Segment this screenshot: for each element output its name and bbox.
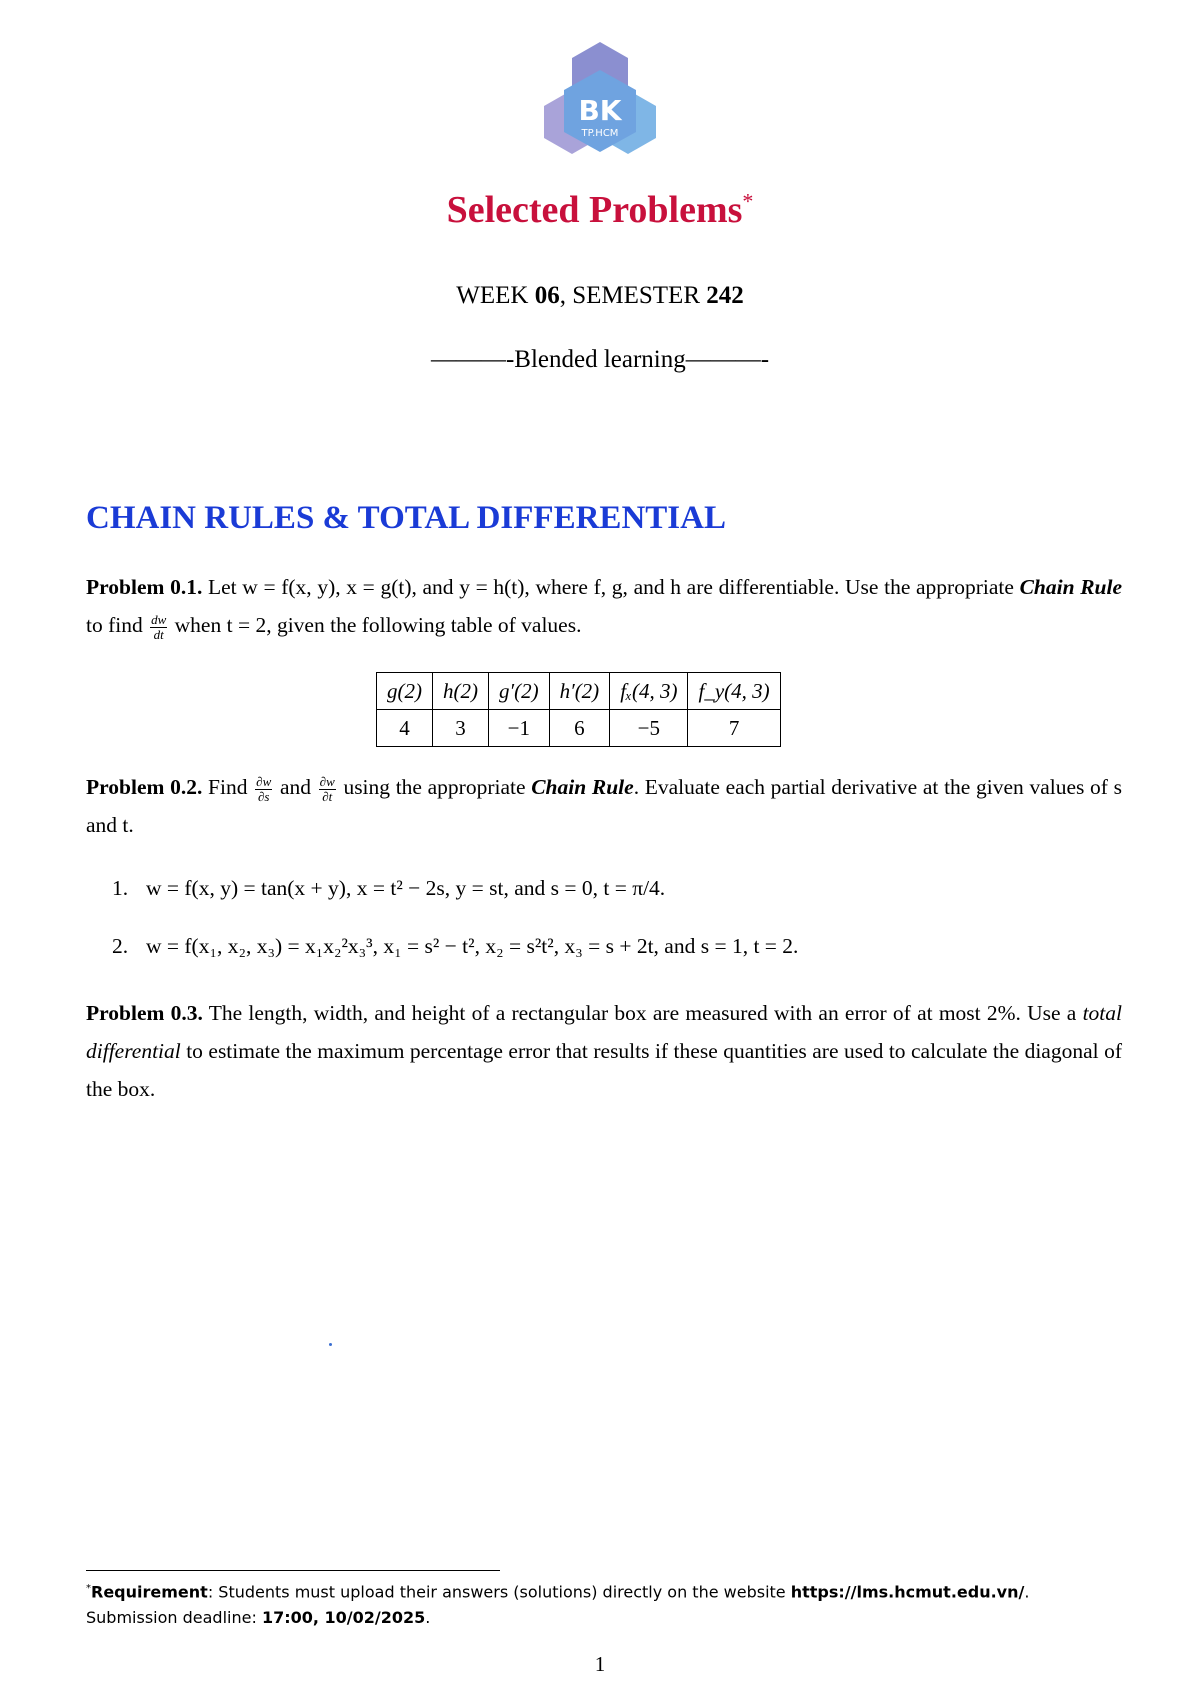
table-value-cell: −5 bbox=[610, 710, 688, 747]
table-value-cell: 7 bbox=[688, 710, 780, 747]
problem-1-label: Problem 0.1. bbox=[86, 575, 203, 599]
footnote-rule bbox=[86, 1570, 500, 1571]
logo-text: BK bbox=[578, 94, 622, 127]
problem-3: Problem 0.3. The length, width, and height of a rectangular box are measured with an error of at most 2%. Use a total differential to estimate the maximum percentage error that results if these quantities are used to calculate the diagonal of the box. bbox=[86, 1001, 1122, 1101]
table-header-cell: h′(2) bbox=[549, 673, 610, 710]
semester-number: 242 bbox=[706, 282, 744, 309]
chain-rule-emph: Chain Rule bbox=[1019, 575, 1123, 599]
footnote: *Requirement: Students must upload their answers (solutions) directly on the website https://lms.hcmut.edu.vn/. Submission deadline: 17:00, 10/02/2025. bbox=[86, 1582, 1030, 1628]
week-number: 06 bbox=[534, 282, 560, 309]
list-item: 1. w = f(x, y) = tan(x + y), x = t² − 2s, y = st, and s = 0, t = π/4. bbox=[112, 876, 666, 900]
chain-rule-emph: Chain Rule bbox=[531, 775, 634, 799]
table-header-cell: h(2) bbox=[433, 673, 489, 710]
table-value-cell: −1 bbox=[489, 710, 550, 747]
page-number: 1 bbox=[594, 1652, 606, 1676]
university-logo bbox=[540, 40, 660, 164]
problem-3-label: Problem 0.3. bbox=[86, 1001, 203, 1025]
section-heading: CHAIN RULES & TOTAL DIFFERENTIAL bbox=[86, 500, 726, 536]
dw-dt-fraction: $\frac{dw}{dt}$ bbox=[151, 611, 167, 642]
table-header-cell: fₓ(4, 3) bbox=[610, 673, 688, 710]
list-item-text: w = f(x₁, x₂, x₃) = x₁x₂²x₃³, x₁ = s² − t², x₂ = s²t², x₃ = s + 2t, and s = 1, t = 2. bbox=[146, 934, 799, 958]
problem-1: Problem 0.1. Let w = f(x, y), x = g(t), and y = h(t), where f, g, and h are differentiable. Use the appropriate Chain Rule to find $\frac{dw}{dt}$ when t = 2, given the following table of values. bbox=[86, 575, 1123, 642]
week-line: WEEK 06, SEMESTER 242 bbox=[456, 282, 744, 309]
problem-2: Problem 0.2. Find $\frac{\partial w}{\partial s}$ and $\frac{\partial w}{\partial t}$ using the appropriate Chain Rule. Evaluate each partial derivative at the given values of s and t. bbox=[86, 773, 1123, 837]
dw-dt-partial-fraction: $\frac{\partial w}{\partial t}$ bbox=[319, 773, 335, 804]
table-value-row bbox=[377, 710, 781, 747]
logo-subtext: TP.HCM bbox=[581, 128, 619, 139]
total-differential-emph: total differential bbox=[86, 1001, 1122, 1063]
table-value-cell: 4 bbox=[377, 710, 433, 747]
submission-deadline: 17:00, 10/02/2025 bbox=[261, 1608, 426, 1628]
list-item-text: w = f(x, y) = tan(x + y), x = t² − 2s, y = st, and s = 0, t = π/4. bbox=[146, 876, 666, 900]
table-header-cell: g(2) bbox=[377, 673, 433, 710]
problem-2-label: Problem 0.2. bbox=[86, 775, 203, 799]
table-header-cell: g′(2) bbox=[489, 673, 550, 710]
blended-learning-line: ———-Blended learning———- bbox=[430, 346, 770, 373]
document-title: Selected Problems* bbox=[446, 188, 754, 231]
list-item: 2. w = f(x₁, x₂, x₃) = x₁x₂²x₃³, x₁ = s² − t², x₂ = s²t², x₃ = s + 2t, and s = 1, t = 2. bbox=[112, 934, 799, 958]
lms-link[interactable]: https://lms.hcmut.edu.vn/ bbox=[790, 1582, 1025, 1602]
dw-ds-fraction: $\frac{\partial w}{\partial s}$ bbox=[256, 773, 272, 804]
title-footnote-mark: * bbox=[742, 188, 754, 214]
values-table bbox=[376, 672, 781, 747]
table-header-cell: f_y(4, 3) bbox=[688, 673, 780, 710]
table-value-cell: 6 bbox=[549, 710, 610, 747]
stray-dot bbox=[329, 1343, 332, 1346]
table-header-row bbox=[377, 673, 781, 710]
table-value-cell: 3 bbox=[433, 710, 489, 747]
